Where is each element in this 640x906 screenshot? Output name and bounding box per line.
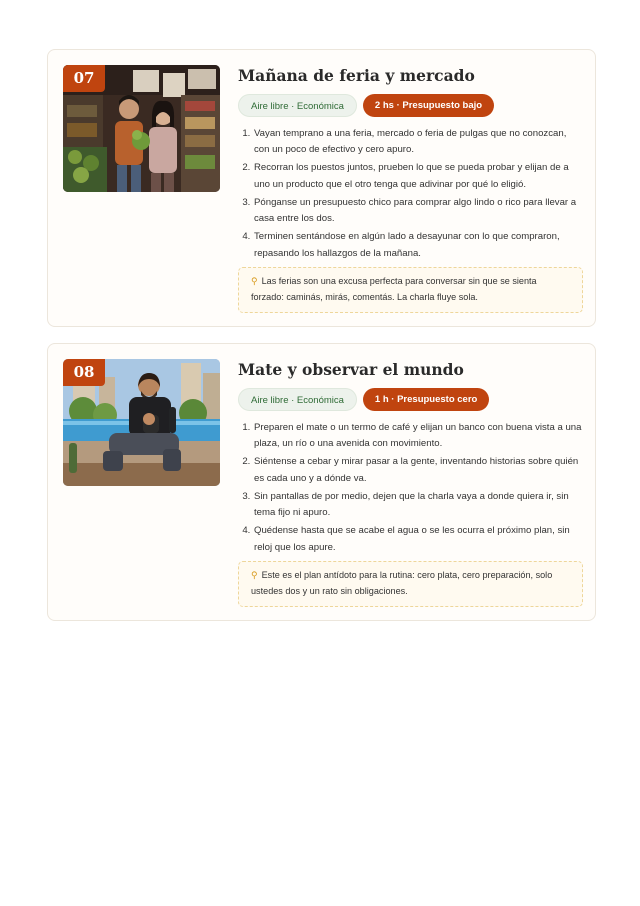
plan-step: 4. Terminen sentándose en algún lado a desayunar con lo que compraron, repasando los hallazgos de la mañana. — [253, 229, 583, 262]
trophy-icon: ⚲ — [251, 276, 258, 287]
plan-tip-box — [238, 561, 583, 607]
plan-step: 3. Pónganse un presupuesto chico para comprar algo lindo o rico para llevar a casa entre los dos. — [253, 195, 583, 228]
category-tag: Aire libre · Económica — [238, 388, 357, 411]
plan-step: 4. Quédense hasta que se acabe el agua o se les ocurra el próximo plan, sin reloj que los apure. — [253, 523, 583, 556]
plan-tags — [238, 94, 583, 118]
plan-title: Mate y observar el mundo — [238, 360, 464, 379]
plan-tags — [238, 388, 583, 412]
plan-step: 1. Preparen el mate o un termo de café y elijan un banco con buena vista a una plaza, un río o una avenida con movimiento. — [253, 420, 583, 453]
plan-card — [47, 49, 596, 327]
trophy-icon: ⚲ — [251, 570, 258, 581]
plan-steps-list — [238, 420, 583, 556]
plan-step: 3. Sin pantallas de por medio, dejen que la charla vaya a donde quiera ir, sin tema fijo ni apuro. — [253, 489, 583, 522]
category-tag: Aire libre · Económica — [238, 94, 357, 117]
plan-step: 2. Recorran los puestos juntos, prueben lo que se pueda probar y elijan de a uno un producto que el otro tenga que adivinar por qué lo eligió. — [253, 160, 583, 193]
market-couple-photo — [63, 65, 220, 192]
mate-man-photo — [63, 359, 220, 486]
duration-budget-tag: 2 hs · Presupuesto bajo — [363, 94, 494, 117]
plan-card — [47, 343, 596, 621]
plan-number-badge: 07 — [63, 65, 105, 92]
plan-tip-text: Este es el plan antídoto para la rutina: cero plata, cero preparación, solo ustedes dos y un rato sin obligaciones. — [251, 570, 553, 596]
plan-number-badge: 08 — [63, 359, 105, 386]
plan-title: Mañana de feria y mercado — [238, 66, 475, 85]
plan-tip-box — [238, 267, 583, 313]
plan-tip-text: Las ferias son una excusa perfecta para conversar sin que se sienta forzado: caminás, mirás, comentás. La charla fluye sola. — [251, 276, 537, 302]
plan-step: 2. Siéntense a cebar y mirar pasar a la gente, inventando historias sobre quién es cada uno y a dónde va. — [253, 454, 583, 487]
plan-content — [238, 65, 583, 313]
plan-steps-list — [238, 126, 583, 262]
plan-step: 1. Vayan temprano a una feria, mercado o feria de pulgas que no conozcan, con un poco de efectivo y cero apuro. — [253, 126, 583, 159]
duration-budget-tag: 1 h · Presupuesto cero — [363, 388, 489, 411]
plan-content — [238, 359, 583, 607]
